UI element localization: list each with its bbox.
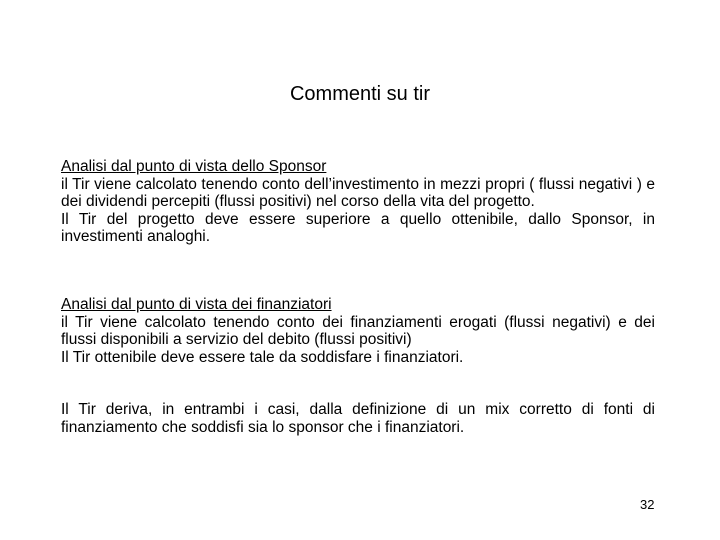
section-heading-sponsor: Analisi dal punto di vista dello Sponsor xyxy=(61,158,327,175)
paragraph-sponsor-tir-calculation: il Tir viene calcolato tenendo conto dell’investimento in mezzi propri ( flussi negativi ) e dei dividendi percepiti (flussi positivi) nel corso della vita del progetto. xyxy=(61,175,655,210)
paragraph-financiers-tir-calculation: il Tir viene calcolato tenendo conto dei finanziamenti erogati (flussi negativi) e dei flussi disponibili a servizio del debito (flussi positivi) xyxy=(61,313,655,348)
paragraph-sponsor-tir-requirement: Il Tir del progetto deve essere superiore a quello ottenibile, dallo Sponsor, in investimenti analoghi. xyxy=(61,210,655,245)
section-financiers xyxy=(61,296,655,366)
paragraph-financiers-tir-requirement: Il Tir ottenibile deve essere tale da soddisfare i finanziatori. xyxy=(61,348,464,366)
section-heading-financiers: Analisi dal punto di vista dei finanziatori xyxy=(61,296,332,313)
section-conclusion xyxy=(61,401,655,436)
page-title-text: Commenti su tir xyxy=(289,83,431,105)
section-sponsor xyxy=(61,158,655,246)
paragraph-conclusion: Il Tir deriva, in entrambi i casi, dalla definizione di un mix corretto di fonti di finanziamento che soddisfi sia lo sponsor che i finanziatori. xyxy=(61,401,655,436)
page-number: 32 xyxy=(640,497,655,512)
page-title xyxy=(0,82,720,106)
